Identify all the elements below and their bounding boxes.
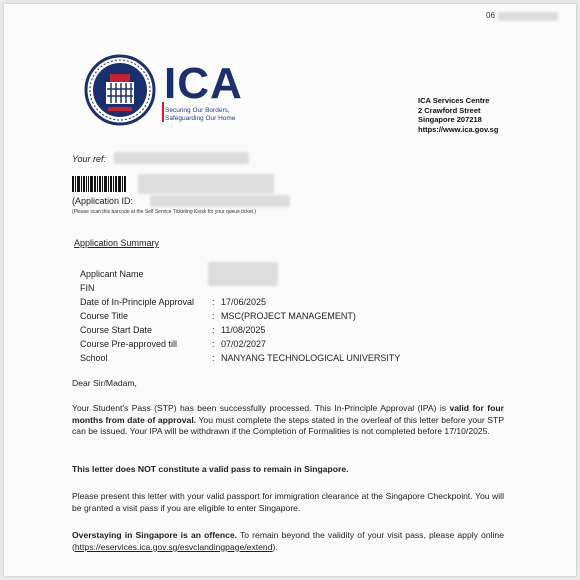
summary-title: Application Summary [74,238,160,248]
address-line-4: https://www.ica.gov.sg [418,124,499,134]
summary-row-course-start: Course Start Date : 11/08/2025 [80,325,266,335]
logo-tagline [165,107,235,123]
summary-row-school: School : NANYANG TECHNOLOGICAL UNIVERSITY [80,353,401,363]
summary-label: Course Title [80,311,129,321]
tagline-divider [162,102,164,122]
summary-value: 11/08/2025 [221,325,266,335]
paragraph-not-valid-pass: This letter does NOT constitute a valid pass to remain in Singapore. [72,464,349,474]
redacted-block [498,12,558,21]
summary-value: 07/02/2027 [221,339,267,349]
redacted-block [208,262,278,286]
para4-bold: Overstaying in Singapore is an offence. [72,530,238,540]
redacted-block [138,174,274,194]
your-ref: Your ref: [72,154,107,164]
summary-label: Course Pre-approved till [80,339,178,349]
address-line-1: ICA Services Centre [418,96,490,105]
summary-label: FIN [80,283,95,293]
paragraph-overstaying [72,530,504,553]
summary-value: MSC(PROJECT MANAGEMENT) [221,311,356,321]
para1-text-a: Your Student's Pass (STP) has been successfully processed. This In-Principle Approval (IPA) is [72,403,450,413]
para4-text-c: ). [272,541,278,552]
paragraph-ipa-validity [72,403,504,438]
tagline-line-2: Safeguarding Our Home [165,115,236,122]
summary-label: Course Start Date [80,325,153,335]
address-line-3: Singapore 207218 [418,115,482,124]
summary-label: Applicant Name [80,269,144,279]
para4-text-b: To remain beyond the validity of your visit pass, please apply online ( [72,530,504,552]
summary-row-approval-date: Date of In-Principle Approval : 17/06/2025 [80,297,267,307]
summary-value: NANYANG TECHNOLOGICAL UNIVERSITY [221,353,401,363]
application-id: (Application ID: [72,196,134,206]
redacted-block [150,195,290,207]
summary-row-course-title: Course Title : MSC(PROJECT MANAGEMENT) [80,311,356,321]
summary-value: 17/06/2025 [221,297,267,307]
summary-label: School [80,353,108,363]
ica-wordmark: ICA [164,59,243,108]
sender-address [418,96,498,134]
summary-row-pre-approved-till: Course Pre-approved till : 07/02/2027 [80,339,267,349]
top-reference: 06 [486,11,495,20]
letter-page [4,4,576,576]
paragraph-immigration: Please present this letter with your valid passport for immigration clearance at the Singapore Checkpoint. You will be granted a visit pass if you are eligible to enter Singapore. [72,491,504,513]
extend-visit-link[interactable]: https://eservices.ica.gov.sg/esvclandingpage/extend [74,541,273,552]
para1-text-c: You must complete the steps stated in the overleaf of this letter before your STP can be issued. Your IPA will be withdrawn if the Completion of Formalities is not completed before 17/10/2025. [72,414,505,436]
summary-label: Date of In-Principle Approval [80,297,195,307]
redacted-block [114,152,249,164]
tagline-line-1: Securing Our Borders, [165,107,230,114]
para1-bold: valid for four months from date of approval. [72,403,504,425]
address-line-2: 2 Crawford Street [418,105,481,115]
scan-note: (Please scan this barcode at the Self Service Ticketing Kiosk for your queue ticket.) [72,209,256,215]
greeting: Dear Sir/Madam, [72,378,137,388]
